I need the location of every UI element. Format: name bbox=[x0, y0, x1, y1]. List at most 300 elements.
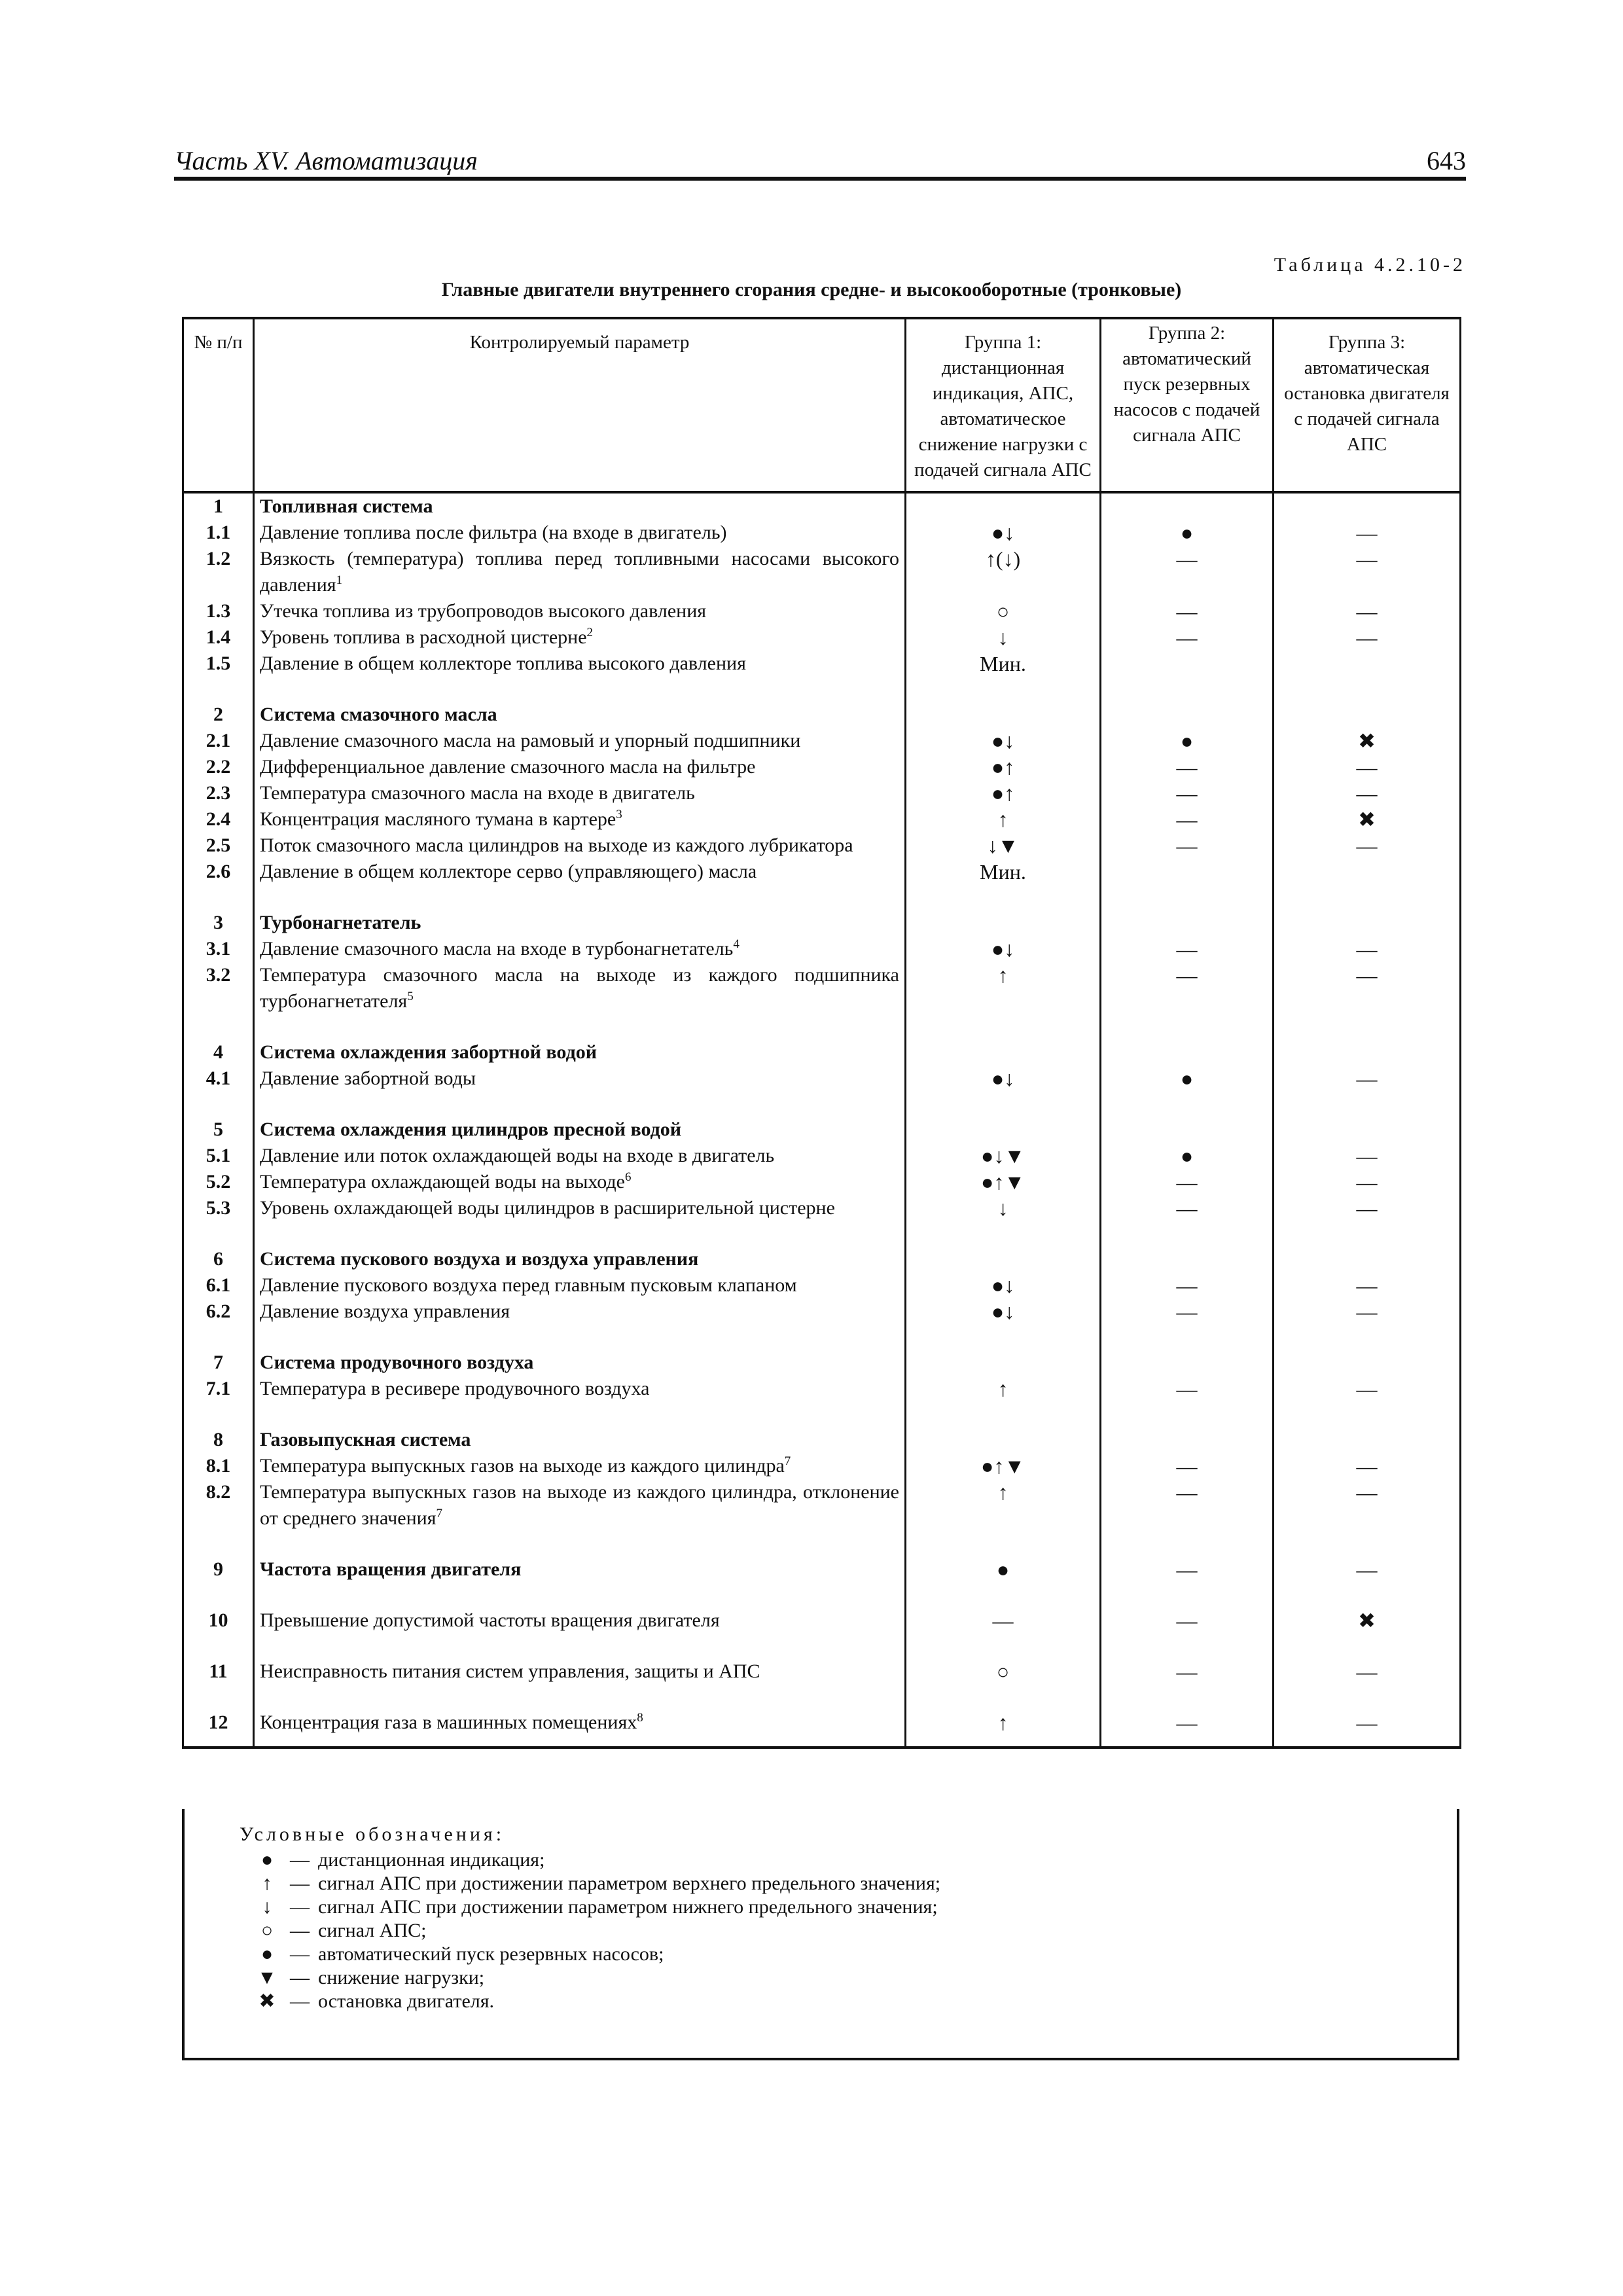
parameter-text: Давление в общем коллекторе серво (управляющего) масла bbox=[260, 861, 757, 882]
table-title: Главные двигатели внутреннего сгорания средне- и высокооборотные (тронковые) bbox=[441, 279, 1182, 300]
spacer-cell bbox=[1274, 1532, 1461, 1556]
parameter-text: Температура смазочного масла на выходе из каждого подшипника турбонагнетателя bbox=[260, 964, 899, 1012]
parameter-text: Давление топлива после фильтра (на входе в двигатель) bbox=[260, 522, 727, 543]
table-row bbox=[183, 936, 1461, 962]
cell-g1: ↑ bbox=[906, 806, 1101, 833]
spacer-cell bbox=[1274, 1092, 1461, 1117]
cell-g1: ↓ bbox=[906, 1195, 1101, 1221]
cell-g1: ●↓ bbox=[906, 1066, 1101, 1092]
table-row bbox=[183, 780, 1461, 806]
spacer-cell bbox=[1101, 677, 1274, 702]
spacer-cell bbox=[906, 1402, 1101, 1427]
spacer-cell bbox=[1274, 1221, 1461, 1246]
page-number: 643 bbox=[1427, 146, 1466, 175]
legend-list bbox=[253, 1848, 940, 2013]
cell-g2: — bbox=[1101, 806, 1274, 833]
spacer-cell bbox=[1274, 1685, 1461, 1710]
parameter-name bbox=[254, 1607, 906, 1634]
cell-g1: ●↓ bbox=[906, 520, 1101, 546]
cell-g3 bbox=[1274, 1039, 1461, 1066]
spacer-cell bbox=[906, 1092, 1101, 1117]
legend-dash: — bbox=[290, 1920, 310, 1941]
cell-g2: — bbox=[1101, 780, 1274, 806]
section-row bbox=[183, 492, 1461, 520]
row-number: 1.3 bbox=[183, 598, 254, 624]
legend-symbol-icon: ● bbox=[260, 1849, 274, 1871]
cell-g2 bbox=[1101, 1117, 1274, 1143]
parameter-name bbox=[254, 1710, 906, 1736]
parameter-name bbox=[254, 859, 906, 885]
cell-g3: — bbox=[1274, 1659, 1461, 1685]
cell-g3: — bbox=[1274, 936, 1461, 962]
parameter-text: Давление пускового воздуха перед главным пусковым клапаном bbox=[260, 1274, 797, 1296]
row-number: 8.1 bbox=[183, 1453, 254, 1479]
parameter-text: Неисправность питания систем управления, защиты и АПС bbox=[260, 1660, 760, 1682]
legend-item bbox=[253, 1895, 940, 1919]
footnote-marker: 4 bbox=[733, 937, 740, 951]
column-header-num: № п/п bbox=[183, 318, 254, 492]
parameter-text: Турбонагнетатель bbox=[260, 912, 421, 933]
row-number: 3.2 bbox=[183, 962, 254, 1014]
spacer-cell bbox=[1101, 1402, 1274, 1427]
parameter-text: Утечка топлива из трубопроводов высокого давления bbox=[260, 600, 707, 622]
row-number: 2.6 bbox=[183, 859, 254, 885]
cell-g1: — bbox=[906, 1607, 1101, 1634]
cell-g1: ●↓ bbox=[906, 1272, 1101, 1299]
section-title bbox=[254, 1556, 906, 1583]
footnote-marker: 1 bbox=[336, 573, 343, 587]
cell-g2 bbox=[1101, 910, 1274, 936]
footnote-marker: 6 bbox=[624, 1170, 632, 1184]
table-row bbox=[183, 1659, 1461, 1685]
cell-g2 bbox=[1101, 492, 1274, 520]
spacer-cell bbox=[254, 677, 906, 702]
row-number: 6.1 bbox=[183, 1272, 254, 1299]
row-number: 8.2 bbox=[183, 1479, 254, 1532]
cell-g3 bbox=[1274, 702, 1461, 728]
table-row bbox=[183, 1169, 1461, 1195]
legend-dash: — bbox=[290, 1873, 310, 1894]
cell-g1 bbox=[906, 1039, 1101, 1066]
cell-g3 bbox=[1274, 492, 1461, 520]
parameter-name bbox=[254, 728, 906, 754]
footnote-marker: 2 bbox=[586, 626, 594, 639]
spacer-cell bbox=[906, 1583, 1101, 1607]
parameter-name bbox=[254, 754, 906, 780]
cell-g1: ↑ bbox=[906, 962, 1101, 1014]
spacer-row bbox=[183, 1583, 1461, 1607]
table-row bbox=[183, 598, 1461, 624]
parameter-text: Температура в ресивере продувочного воздуха bbox=[260, 1378, 650, 1399]
legend-text: автоматический пуск резервных насосов; bbox=[318, 1943, 664, 1965]
parameter-name bbox=[254, 598, 906, 624]
legend-text: сигнал АПС при достижении параметром верхнего предельного значения; bbox=[318, 1873, 941, 1894]
legend-symbol-icon: ● bbox=[260, 1943, 274, 1965]
parameter-name bbox=[254, 1066, 906, 1092]
section-row bbox=[183, 1039, 1461, 1066]
section-title bbox=[254, 702, 906, 728]
spacer-cell bbox=[906, 1014, 1101, 1039]
spacer-cell bbox=[906, 677, 1101, 702]
spacer-cell bbox=[183, 1014, 254, 1039]
cell-g3: — bbox=[1274, 1195, 1461, 1221]
table-row bbox=[183, 1066, 1461, 1092]
parameter-text: Концентрация газа в машинных помещениях bbox=[260, 1712, 637, 1733]
cell-g3: — bbox=[1274, 1479, 1461, 1532]
spacer-row bbox=[183, 677, 1461, 702]
spacer-cell bbox=[254, 1532, 906, 1556]
legend-item bbox=[253, 1966, 940, 1990]
parameter-text: Давление воздуха управления bbox=[260, 1300, 510, 1322]
cell-g1: ○ bbox=[906, 1659, 1101, 1685]
section-title bbox=[254, 1117, 906, 1143]
cell-g3: — bbox=[1274, 1299, 1461, 1325]
legend-item bbox=[253, 1872, 940, 1895]
spacer-cell bbox=[254, 1014, 906, 1039]
table-row bbox=[183, 806, 1461, 833]
cell-g3 bbox=[1274, 1350, 1461, 1376]
spacer-cell bbox=[906, 1325, 1101, 1350]
cell-g3: ✖ bbox=[1274, 728, 1461, 754]
cell-g1: ↑(↓) bbox=[906, 546, 1101, 598]
spacer-cell bbox=[1101, 1634, 1274, 1659]
table-bottom-row bbox=[183, 1736, 1461, 1748]
cell-g3 bbox=[1274, 1427, 1461, 1453]
table-row bbox=[183, 1299, 1461, 1325]
section-row bbox=[183, 1556, 1461, 1583]
running-header-title: Часть XV. Автоматизация bbox=[174, 146, 478, 175]
row-number: 5.1 bbox=[183, 1143, 254, 1169]
cell-g2: — bbox=[1101, 546, 1274, 598]
legend-title: Условные обозначения: bbox=[240, 1823, 505, 1845]
table-row bbox=[183, 728, 1461, 754]
spacer-cell bbox=[183, 1092, 254, 1117]
spacer-cell bbox=[906, 1221, 1101, 1246]
parameter-name bbox=[254, 962, 906, 1014]
parameter-text: Температура смазочного масла на входе в двигатель bbox=[260, 782, 695, 804]
legend-item bbox=[253, 1919, 940, 1943]
parameter-text: Давление или поток охлаждающей воды на входе в двигатель bbox=[260, 1145, 775, 1166]
table-row bbox=[183, 546, 1461, 598]
row-number: 2.2 bbox=[183, 754, 254, 780]
parameter-text: Система продувочного воздуха bbox=[260, 1352, 534, 1373]
cell-g1 bbox=[906, 492, 1101, 520]
table-row bbox=[183, 1710, 1461, 1736]
section-title bbox=[254, 1246, 906, 1272]
cell-g1 bbox=[906, 1350, 1101, 1376]
table-row bbox=[183, 520, 1461, 546]
spacer-cell bbox=[183, 1402, 254, 1427]
spacer-row bbox=[183, 885, 1461, 910]
legend-box bbox=[182, 1809, 1459, 2060]
parameter-name bbox=[254, 1169, 906, 1195]
row-number: 11 bbox=[183, 1659, 254, 1685]
cell-g1 bbox=[906, 1246, 1101, 1272]
table-row bbox=[183, 859, 1461, 885]
spacer-cell bbox=[1101, 1014, 1274, 1039]
cell-g2: — bbox=[1101, 1659, 1274, 1685]
spacer-cell bbox=[254, 1736, 906, 1748]
cell-g3: — bbox=[1274, 754, 1461, 780]
table-row bbox=[183, 1376, 1461, 1402]
cell-g2 bbox=[1101, 1427, 1274, 1453]
spacer-cell bbox=[1101, 1221, 1274, 1246]
cell-g3: — bbox=[1274, 1376, 1461, 1402]
legend-item bbox=[253, 1990, 940, 2013]
legend-item bbox=[253, 1848, 940, 1872]
row-number: 2.4 bbox=[183, 806, 254, 833]
table-row bbox=[183, 1607, 1461, 1634]
spacer-cell bbox=[1101, 1736, 1274, 1748]
cell-g1: ●↓ bbox=[906, 728, 1101, 754]
cell-g1: Мин. bbox=[906, 651, 1101, 677]
legend-dash: — bbox=[290, 1896, 310, 1918]
cell-g3: — bbox=[1274, 546, 1461, 598]
cell-g1: ●↓▼ bbox=[906, 1143, 1101, 1169]
cell-g1: ↑ bbox=[906, 1376, 1101, 1402]
row-number: 9 bbox=[183, 1556, 254, 1583]
spacer-cell bbox=[1274, 677, 1461, 702]
parameter-text: Частота вращения двигателя bbox=[260, 1558, 522, 1580]
table-row bbox=[183, 1143, 1461, 1169]
section-row bbox=[183, 1427, 1461, 1453]
cell-g2: — bbox=[1101, 754, 1274, 780]
section-row bbox=[183, 1117, 1461, 1143]
cell-g2: — bbox=[1101, 624, 1274, 651]
footnote-marker: 7 bbox=[436, 1507, 442, 1520]
spacer-row bbox=[183, 1685, 1461, 1710]
parameter-text: Превышение допустимой частоты вращения двигателя bbox=[260, 1609, 720, 1631]
cell-g2 bbox=[1101, 651, 1274, 677]
cell-g3 bbox=[1274, 1117, 1461, 1143]
spacer-row bbox=[183, 1532, 1461, 1556]
footnote-marker: 8 bbox=[637, 1711, 643, 1725]
legend-text: сигнал АПС; bbox=[318, 1920, 427, 1941]
legend-item bbox=[253, 1943, 940, 1966]
spacer-cell bbox=[254, 885, 906, 910]
spacer-cell bbox=[1274, 1634, 1461, 1659]
cell-g2: ● bbox=[1101, 1143, 1274, 1169]
table-row bbox=[183, 1195, 1461, 1221]
row-number: 2.1 bbox=[183, 728, 254, 754]
parameter-name bbox=[254, 1143, 906, 1169]
section-title bbox=[254, 492, 906, 520]
parameter-text: Газовыпускная система bbox=[260, 1429, 471, 1450]
cell-g2: — bbox=[1101, 1169, 1274, 1195]
spacer-cell bbox=[254, 1583, 906, 1607]
cell-g1: ○ bbox=[906, 598, 1101, 624]
cell-g3 bbox=[1274, 1246, 1461, 1272]
cell-g2 bbox=[1101, 859, 1274, 885]
table-row bbox=[183, 833, 1461, 859]
legend-symbol-icon: ↓ bbox=[262, 1896, 272, 1918]
spacer-cell bbox=[906, 885, 1101, 910]
cell-g1: ●↑ bbox=[906, 754, 1101, 780]
parameter-name bbox=[254, 1195, 906, 1221]
cell-g3: — bbox=[1274, 1143, 1461, 1169]
parameter-text: Температура выпускных газов на выходе из каждого цилиндра bbox=[260, 1455, 785, 1477]
cell-g3 bbox=[1274, 859, 1461, 885]
cell-g2: — bbox=[1101, 1453, 1274, 1479]
row-number: 2 bbox=[183, 702, 254, 728]
cell-g1: ↑ bbox=[906, 1479, 1101, 1532]
spacer-cell bbox=[1274, 1402, 1461, 1427]
section-row bbox=[183, 702, 1461, 728]
table-label: Таблица 4.2.10-2 bbox=[1274, 254, 1466, 276]
legend-symbol-icon: ↑ bbox=[262, 1873, 272, 1894]
parameter-text: Дифференциальное давление смазочного масла на фильтре bbox=[260, 756, 756, 778]
table-row bbox=[183, 651, 1461, 677]
header-rule bbox=[174, 177, 1466, 181]
spacer-cell bbox=[1274, 1583, 1461, 1607]
cell-g2 bbox=[1101, 1350, 1274, 1376]
row-number: 7.1 bbox=[183, 1376, 254, 1402]
cell-g1: ●↑▼ bbox=[906, 1169, 1101, 1195]
parameter-name bbox=[254, 651, 906, 677]
cell-g1: ●↓ bbox=[906, 1299, 1101, 1325]
row-number: 5 bbox=[183, 1117, 254, 1143]
cell-g2: — bbox=[1101, 1607, 1274, 1634]
cell-g3: — bbox=[1274, 1453, 1461, 1479]
spacer-cell bbox=[906, 1634, 1101, 1659]
row-number: 5.3 bbox=[183, 1195, 254, 1221]
row-number: 8 bbox=[183, 1427, 254, 1453]
spacer-row bbox=[183, 1634, 1461, 1659]
row-number: 3.1 bbox=[183, 936, 254, 962]
cell-g1: ↓▼ bbox=[906, 833, 1101, 859]
row-number: 6 bbox=[183, 1246, 254, 1272]
spacer-cell bbox=[1274, 1014, 1461, 1039]
cell-g1 bbox=[906, 1427, 1101, 1453]
spacer-cell bbox=[906, 1532, 1101, 1556]
parameter-name bbox=[254, 780, 906, 806]
spacer-cell bbox=[183, 885, 254, 910]
parameter-text: Система охлаждения цилиндров пресной водой bbox=[260, 1119, 682, 1140]
spacer-cell bbox=[1101, 885, 1274, 910]
spacer-cell bbox=[906, 1685, 1101, 1710]
cell-g3: — bbox=[1274, 1169, 1461, 1195]
legend-text: остановка двигателя. bbox=[318, 1990, 495, 2012]
parameter-text: Топливная система bbox=[260, 495, 433, 517]
spacer-cell bbox=[254, 1092, 906, 1117]
parameter-text: Уровень охлаждающей воды цилиндров в расширительной цистерне bbox=[260, 1197, 835, 1219]
spacer-cell bbox=[183, 1736, 254, 1748]
spacer-cell bbox=[1101, 1583, 1274, 1607]
parameter-text: Уровень топлива в расходной цистерне bbox=[260, 626, 587, 648]
row-number: 1 bbox=[183, 492, 254, 520]
row-number: 1.5 bbox=[183, 651, 254, 677]
row-number: 4.1 bbox=[183, 1066, 254, 1092]
column-header-group2: Группа 2: автоматический пуск резервных насосов с подачей сигнала АПС bbox=[1101, 318, 1274, 492]
cell-g1: Мин. bbox=[906, 859, 1101, 885]
legend-symbol-icon: ▼ bbox=[257, 1967, 277, 1988]
legend-dash: — bbox=[290, 1990, 310, 2012]
parameter-text: Температура выпускных газов на выходе из каждого цилиндра, отклонение от среднего значения bbox=[260, 1481, 899, 1529]
cell-g3 bbox=[1274, 910, 1461, 936]
cell-g3: — bbox=[1274, 962, 1461, 1014]
row-number: 5.2 bbox=[183, 1169, 254, 1195]
row-number: 7 bbox=[183, 1350, 254, 1376]
table-header-row bbox=[183, 318, 1461, 492]
cell-g1: ↓ bbox=[906, 624, 1101, 651]
cell-g2: ● bbox=[1101, 520, 1274, 546]
spacer-cell bbox=[1101, 1685, 1274, 1710]
footnote-marker: 5 bbox=[407, 990, 414, 1003]
spacer-row bbox=[183, 1221, 1461, 1246]
section-title bbox=[254, 1039, 906, 1066]
spacer-cell bbox=[254, 1634, 906, 1659]
cell-g2: — bbox=[1101, 1195, 1274, 1221]
cell-g2: — bbox=[1101, 1272, 1274, 1299]
cell-g2: — bbox=[1101, 598, 1274, 624]
row-number: 6.2 bbox=[183, 1299, 254, 1325]
footnote-marker: 7 bbox=[784, 1454, 791, 1468]
spacer-cell bbox=[254, 1221, 906, 1246]
parameter-text: Концентрация масляного тумана в картере bbox=[260, 808, 616, 830]
cell-g2: — bbox=[1101, 833, 1274, 859]
cell-g1 bbox=[906, 702, 1101, 728]
cell-g1 bbox=[906, 910, 1101, 936]
legend-symbol-icon: ✖ bbox=[259, 1990, 276, 2012]
cell-g3 bbox=[1274, 651, 1461, 677]
cell-g3: ✖ bbox=[1274, 1607, 1461, 1634]
cell-g3: — bbox=[1274, 1272, 1461, 1299]
cell-g3: — bbox=[1274, 624, 1461, 651]
spacer-row bbox=[183, 1092, 1461, 1117]
parameter-name bbox=[254, 1453, 906, 1479]
cell-g2: ● bbox=[1101, 728, 1274, 754]
column-header-group1: Группа 1: дистанционная индикация, АПС, автоматическое снижение нагрузки с подачей сигнала АПС bbox=[906, 318, 1101, 492]
legend-text: дистанционная индикация; bbox=[318, 1849, 545, 1871]
legend-dash: — bbox=[290, 1849, 310, 1871]
spacer-row bbox=[183, 1014, 1461, 1039]
cell-g3: — bbox=[1274, 1556, 1461, 1583]
spacer-cell bbox=[183, 1325, 254, 1350]
cell-g2: — bbox=[1101, 962, 1274, 1014]
parameter-text: Давление в общем коллекторе топлива высокого давления bbox=[260, 653, 746, 674]
row-number: 2.5 bbox=[183, 833, 254, 859]
legend-text: сигнал АПС при достижении параметром нижнего предельного значения; bbox=[318, 1896, 938, 1918]
parameter-name bbox=[254, 624, 906, 651]
parameter-text: Вязкость (температура) топлива перед топливными насосами высокого давления bbox=[260, 548, 899, 596]
parameter-name bbox=[254, 833, 906, 859]
parameter-name bbox=[254, 546, 906, 598]
parameter-name bbox=[254, 1272, 906, 1299]
parameter-text: Температура охлаждающей воды на выходе bbox=[260, 1171, 625, 1193]
legend-text: снижение нагрузки; bbox=[318, 1967, 485, 1988]
table-row bbox=[183, 754, 1461, 780]
spacer-cell bbox=[254, 1685, 906, 1710]
cell-g3: — bbox=[1274, 833, 1461, 859]
parameter-text: Система пускового воздуха и воздуха управления bbox=[260, 1248, 699, 1270]
cell-g1: ●↑▼ bbox=[906, 1453, 1101, 1479]
cell-g2: ● bbox=[1101, 1066, 1274, 1092]
section-row bbox=[183, 1350, 1461, 1376]
spacer-cell bbox=[183, 1634, 254, 1659]
row-number: 1.1 bbox=[183, 520, 254, 546]
cell-g2: — bbox=[1101, 1556, 1274, 1583]
table-row bbox=[183, 1272, 1461, 1299]
cell-g3: — bbox=[1274, 780, 1461, 806]
parameter-text: Давление забортной воды bbox=[260, 1067, 476, 1089]
table-row bbox=[183, 1453, 1461, 1479]
legend-symbol-icon: ○ bbox=[260, 1920, 274, 1941]
spacer-cell bbox=[183, 1221, 254, 1246]
parameter-name bbox=[254, 1479, 906, 1532]
parameter-text: Система охлаждения забортной водой bbox=[260, 1041, 597, 1063]
parameter-name bbox=[254, 936, 906, 962]
cell-g2 bbox=[1101, 702, 1274, 728]
